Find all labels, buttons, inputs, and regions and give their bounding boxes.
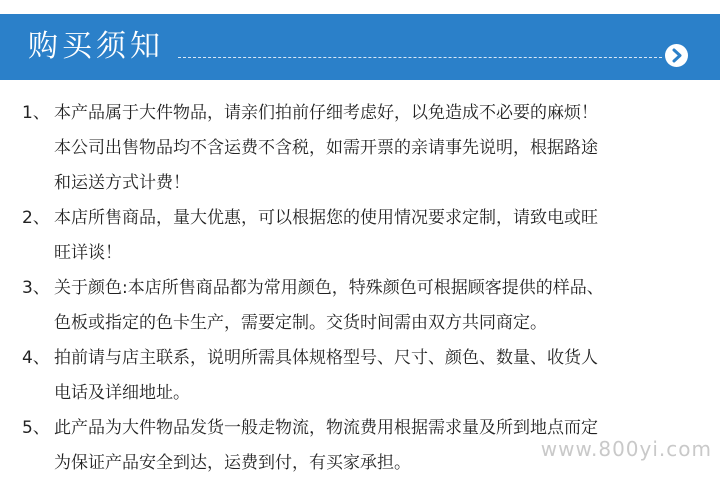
notice-line: 为保证产品安全到达，运费到付，有买家承担。: [54, 453, 411, 473]
notice-line: 此产品为大件物品发货一般走物流，物流费用根据需求量及所到地点而定: [54, 418, 598, 438]
header-divider: [178, 57, 662, 58]
notice-line: 关于颜色:本店所售商品都为常用颜色，特殊颜色可根据顾客提供的样品、: [54, 278, 604, 298]
notice-line: 旺详谈！: [54, 243, 122, 263]
notice-item-4: [0, 341, 720, 411]
notice-list: [0, 96, 720, 481]
notice-number: 3、: [22, 278, 50, 298]
notice-line: 本公司出售物品均不含运费不含税，如需开票的亲请事先说明，根据路途: [54, 138, 598, 158]
notice-line: 和运送方式计费！: [54, 173, 190, 193]
play-circle-icon: [665, 44, 688, 67]
page-title: 购买须知: [28, 29, 164, 64]
notice-item-1: [0, 96, 720, 201]
watermark-text: www.800yi.com: [540, 437, 712, 461]
notice-number: 1、: [22, 103, 50, 123]
header-banner: [0, 14, 720, 80]
notice-line: 本产品属于大件物品，请亲们拍前仔细考虑好，以免造成不必要的麻烦！: [54, 103, 598, 123]
notice-line: 电话及详细地址。: [54, 383, 190, 403]
notice-number: 4、: [22, 348, 50, 368]
notice-number: 5、: [22, 418, 50, 438]
notice-line: 色板或指定的色卡生产，需要定制。交货时间需由双方共同商定。: [54, 313, 547, 333]
notice-line: 本店所售商品，量大优惠，可以根据您的使用情况要求定制，请致电或旺: [54, 208, 598, 228]
notice-line: 拍前请与店主联系，说明所需具体规格型号、尺寸、颜色、数量、收货人: [54, 348, 598, 368]
notice-item-3: [0, 271, 720, 341]
notice-number: 2、: [22, 208, 50, 228]
notice-item-2: [0, 201, 720, 271]
